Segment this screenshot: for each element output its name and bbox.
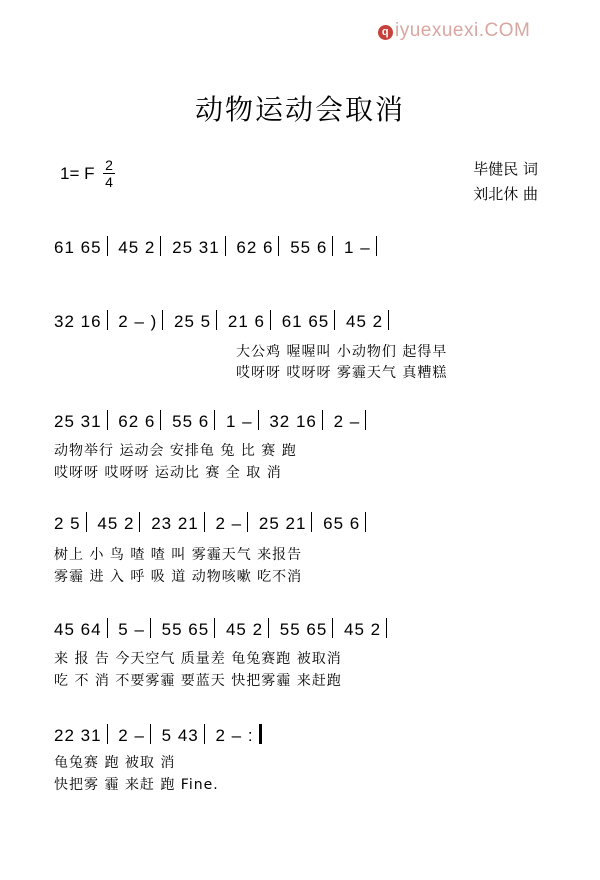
measure: 55 6 [290, 238, 328, 257]
measure: 45 2 [344, 620, 382, 639]
measure: 45 2 [118, 238, 156, 257]
barline [204, 724, 205, 744]
staff-row-3 [54, 410, 546, 440]
barline [225, 236, 226, 256]
measure: 5 43 [161, 726, 199, 745]
measure: 5 – [118, 620, 145, 639]
barline [268, 618, 269, 638]
barline [388, 310, 389, 330]
measure: 55 65 [279, 620, 328, 639]
lyricist-credit: 毕健民 词 [473, 160, 538, 178]
lyric-line: 来 报 告 今天空气 质量差 龟兔赛跑 被取消 [54, 651, 342, 667]
barline [386, 618, 387, 638]
lyric-line: 哎呀呀 哎呀呀 雾霾天气 真糟糕 [236, 365, 448, 381]
measure: 45 2 [345, 312, 384, 331]
lyric-line: 快把雾 霾 来赶 跑 Fine. [54, 777, 219, 793]
lyric-line: 雾霾 进 入 呼 吸 道 动物咳嗽 吃不消 [54, 569, 303, 585]
measure: 61 65 [281, 312, 330, 331]
barline [311, 512, 312, 532]
composer-credit: 刘北休 曲 [473, 185, 538, 203]
measure: 2 – : [215, 726, 254, 745]
measure: 2 – [215, 514, 243, 533]
measure: 2 5 [54, 514, 81, 533]
barline [204, 512, 205, 532]
measure: 1 – [225, 412, 253, 431]
meter-bottom: 4 [105, 174, 113, 190]
barline [160, 236, 161, 256]
measure: 22 31 [54, 726, 102, 745]
measure: 2 – [333, 412, 361, 431]
barline [214, 618, 215, 638]
measure: 2 – ) [118, 312, 158, 331]
barline [216, 310, 217, 330]
measure: 21 6 [227, 312, 265, 331]
measure: 32 16 [54, 312, 102, 331]
key-signature: 1= F [60, 164, 95, 183]
measure: 65 6 [323, 514, 361, 533]
barline [107, 618, 108, 638]
measure: 45 64 [54, 620, 102, 639]
repeat-end-barline [259, 724, 262, 744]
barline [160, 410, 161, 430]
watermark-logo: q [378, 25, 393, 40]
staff-row-2 [54, 310, 546, 340]
barline [107, 724, 108, 744]
lyric-line: 树上 小 鸟 喳 喳 叫 雾霾天气 来报告 [54, 547, 303, 563]
barline [258, 410, 259, 430]
barline [332, 236, 333, 256]
measure: 45 2 [225, 620, 264, 639]
barline [86, 512, 87, 532]
measure: 55 6 [172, 412, 210, 431]
barline [162, 310, 163, 330]
barline [247, 512, 248, 532]
watermark-text: iyuexuexi.COM [395, 20, 531, 41]
lyric-line: 动物举行 运动会 安排龟 兔 比 赛 跑 [54, 443, 297, 459]
barline [365, 512, 366, 532]
barline [322, 410, 323, 430]
barline [214, 410, 215, 430]
lyric-line: 哎呀呀 哎呀呀 运动比 赛 全 取 消 [54, 465, 282, 481]
barline [150, 724, 151, 744]
barline [107, 310, 108, 330]
barline [278, 236, 279, 256]
measure: 25 31 [172, 238, 220, 257]
measure: 25 5 [174, 312, 212, 331]
staff-row-5 [54, 618, 546, 648]
meter-top: 2 [105, 157, 113, 173]
barline [270, 310, 271, 330]
barline [376, 236, 377, 256]
barline [139, 512, 140, 532]
measure: 62 6 [236, 238, 274, 257]
measure: 62 6 [118, 412, 156, 431]
measure: 25 21 [258, 514, 307, 533]
barline [107, 236, 108, 256]
barline [334, 310, 335, 330]
lyric-line: 大公鸡 喔喔叫 小动物们 起得早 [236, 344, 448, 360]
barline [107, 410, 108, 430]
measure: 32 16 [269, 412, 317, 431]
measure: 61 65 [54, 238, 102, 257]
measure: 1 – [344, 238, 371, 257]
time-signature [103, 158, 115, 189]
lyric-line: 吃 不 消 不要雾霾 要蓝天 快把雾霾 来赶跑 [54, 673, 342, 689]
barline [365, 410, 366, 430]
measure: 55 65 [161, 620, 210, 639]
lyric-line: 龟兔赛 跑 被取 消 [54, 755, 176, 771]
staff-row-1 [54, 236, 546, 266]
measure: 25 31 [54, 412, 102, 431]
staff-row-4 [54, 512, 546, 542]
staff-row-6 [54, 724, 384, 754]
watermark [378, 20, 530, 42]
measure: 23 21 [151, 514, 199, 533]
measure: 2 – [118, 726, 145, 745]
song-title: 动物运动会取消 [194, 93, 405, 126]
measure: 45 2 [97, 514, 135, 533]
barline [332, 618, 333, 638]
barline [150, 618, 151, 638]
